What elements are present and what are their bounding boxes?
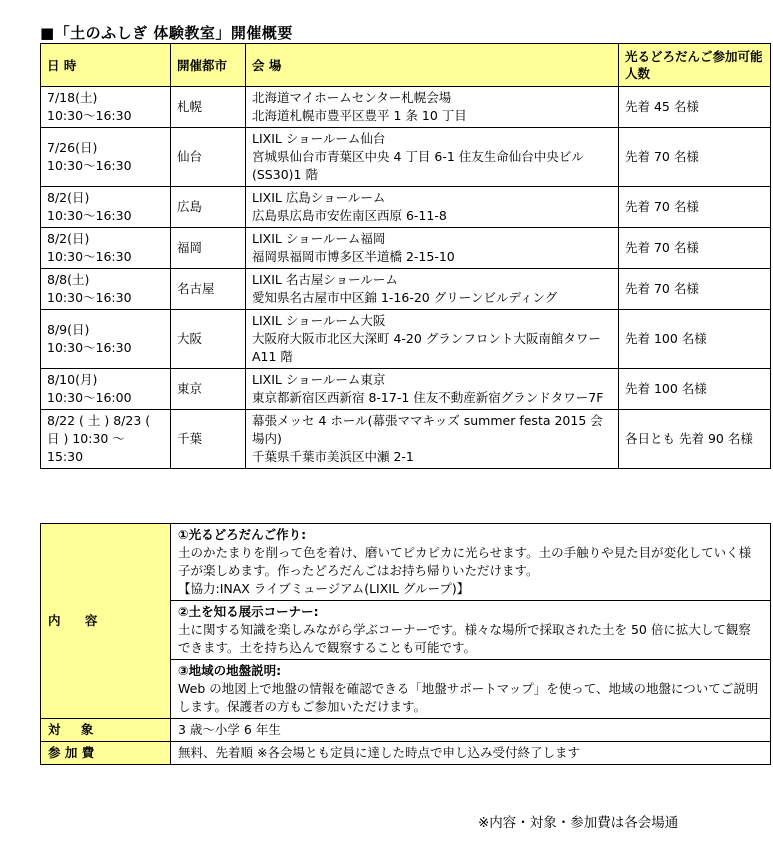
venue-address: 東京都新宿区西新宿 8-17-1 住友不動産新宿グランドタワー7F (252, 390, 604, 405)
table-row (41, 128, 771, 187)
details-table (40, 523, 771, 765)
fee-value: 無料、先着順 ※各会場とも定員に達した時点で申し込み受付終了します (171, 742, 771, 765)
header-capacity: 光るどろだんご参加可能人数 (619, 44, 771, 87)
content-label (41, 524, 171, 719)
time-text: 10:30〜16:30 (47, 208, 132, 223)
schedule-table (40, 43, 771, 469)
cell-venue (246, 369, 619, 410)
venue-name: 幕張メッセ 4 ホール(幕張ママキッズ summer festa 2015 会場内) (252, 413, 603, 446)
section-cell (171, 660, 771, 719)
time-text: 10:30〜16:00 (47, 390, 132, 405)
venue-name: 北海道マイホームセンター札幌会場 (252, 90, 452, 105)
cell-venue (246, 310, 619, 369)
section-body: 土に関する知識を楽しみながら学ぶコーナーです。様々な場所で採取された土を 50 倍に拡大して観察できます。土を持ち込んで観察することも可能です。 (178, 622, 751, 655)
cell-city: 大阪 (171, 310, 246, 369)
venue-address: 北海道札幌市豊平区豊平 1 条 10 丁目 (252, 108, 467, 123)
cell-capacity: 先着 100 名様 (619, 310, 771, 369)
target-label (41, 719, 171, 742)
cell-venue (246, 128, 619, 187)
date-text: 8/9(日) (47, 322, 90, 337)
table-row (41, 369, 771, 410)
section-cell (171, 524, 771, 601)
cell-venue (246, 187, 619, 228)
target-value: 3 歳〜小学 6 年生 (171, 719, 771, 742)
venue-name: LIXIL 名古屋ショールーム (252, 272, 398, 287)
cell-date (41, 369, 171, 410)
header-city: 開催都市 (171, 44, 246, 87)
time-text: 10:30〜16:30 (47, 290, 132, 305)
fee-label: 参 加 費 (41, 742, 171, 765)
cell-city: 広島 (171, 187, 246, 228)
cell-date (41, 128, 171, 187)
details-row (41, 524, 771, 601)
time-text: 10:30〜16:30 (47, 108, 132, 123)
date-text: 8/10(月) (47, 372, 98, 387)
footnote: ※内容・対象・参加費は各会場通 (478, 815, 679, 831)
time-text: 10:30〜16:30 (47, 249, 132, 264)
venue-address: 大阪府大阪市北区大深町 4-20 グランフロント大阪南館タワーA11 階 (252, 331, 601, 364)
cell-capacity: 先着 45 名様 (619, 87, 771, 128)
date-text: 8/8(土) (47, 272, 90, 287)
date-text: 7/26(日) (47, 140, 98, 155)
cell-city: 仙台 (171, 128, 246, 187)
date-text: 8/2(日) (47, 190, 90, 205)
cell-date (41, 410, 171, 469)
table-row (41, 228, 771, 269)
cell-city: 東京 (171, 369, 246, 410)
date-text: 8/22 ( 土 ) 8/23 ( 日 ) 10:30 〜 15:30 (47, 413, 151, 464)
cell-venue (246, 410, 619, 469)
time-text: 10:30〜16:30 (47, 340, 132, 355)
details-row (41, 742, 771, 765)
cell-capacity: 先着 70 名様 (619, 128, 771, 187)
date-text: 8/2(日) (47, 231, 90, 246)
cell-capacity: 先着 70 名様 (619, 269, 771, 310)
cell-date (41, 269, 171, 310)
cell-date (41, 228, 171, 269)
details-row (41, 719, 771, 742)
cell-capacity: 先着 70 名様 (619, 228, 771, 269)
cell-capacity: 先着 70 名様 (619, 187, 771, 228)
section-cell (171, 601, 771, 660)
section-note: 【協力:INAX ライブミュージアム(LIXIL グループ)】 (178, 581, 470, 596)
venue-name: LIXIL ショールーム大阪 (252, 313, 386, 328)
cell-city: 福岡 (171, 228, 246, 269)
cell-venue (246, 87, 619, 128)
venue-name: LIXIL ショールーム仙台 (252, 131, 386, 146)
table-row (41, 269, 771, 310)
cell-city: 名古屋 (171, 269, 246, 310)
cell-venue (246, 228, 619, 269)
time-text: 10:30〜16:30 (47, 158, 132, 173)
date-text: 7/18(土) (47, 90, 98, 105)
cell-capacity: 先着 100 名様 (619, 369, 771, 410)
cell-city: 千葉 (171, 410, 246, 469)
venue-address: 宮城県仙台市青葉区中央 4 丁目 6-1 住友生命仙台中央ビル(SS30)1 階 (252, 149, 584, 182)
cell-venue (246, 269, 619, 310)
schedule-header-row (41, 44, 771, 87)
section-heading: ①光るどろだんご作り: (178, 527, 307, 542)
cell-date (41, 87, 171, 128)
table-row (41, 410, 771, 469)
header-venue: 会 場 (246, 44, 619, 87)
page-title: ■「土のふしぎ 体験教室」開催概要 (40, 24, 293, 42)
section-heading: ②土を知る展示コーナー: (178, 604, 319, 619)
venue-address: 愛知県名古屋市中区錦 1-16-20 グリーンビルディング (252, 290, 558, 305)
cell-capacity: 各日とも 先着 90 名様 (619, 410, 771, 469)
section-body: 土のかたまりを削って色を着け、磨いてピカピカに光らせます。土の手触りや見た目が変化していく様子が楽しめます。作ったどろだんごはお持ち帰りいただけます。 (178, 545, 752, 578)
table-row (41, 187, 771, 228)
content-label-text: 内 容 (48, 613, 108, 628)
cell-city: 札幌 (171, 87, 246, 128)
table-row (41, 87, 771, 128)
cell-date (41, 310, 171, 369)
header-date: 日 時 (41, 44, 171, 87)
venue-name: LIXIL 広島ショールーム (252, 190, 386, 205)
target-label-text: 対 象 (48, 722, 102, 737)
venue-address: 広島県広島市安佐南区西原 6-11-8 (252, 208, 447, 223)
venue-name: LIXIL ショールーム東京 (252, 372, 386, 387)
venue-name: LIXIL ショールーム福岡 (252, 231, 386, 246)
section-heading: ③地域の地盤説明: (178, 663, 282, 678)
table-row (41, 310, 771, 369)
section-body: Web の地図上で地盤の情報を確認できる「地盤サポートマップ」を使って、地域の地盤についてご説明します。保護者の方もご参加いただけます。 (178, 681, 759, 714)
venue-address: 福岡県福岡市博多区半道橋 2-15-10 (252, 249, 455, 264)
venue-address: 千葉県千葉市美浜区中瀬 2-1 (252, 449, 414, 464)
cell-date (41, 187, 171, 228)
